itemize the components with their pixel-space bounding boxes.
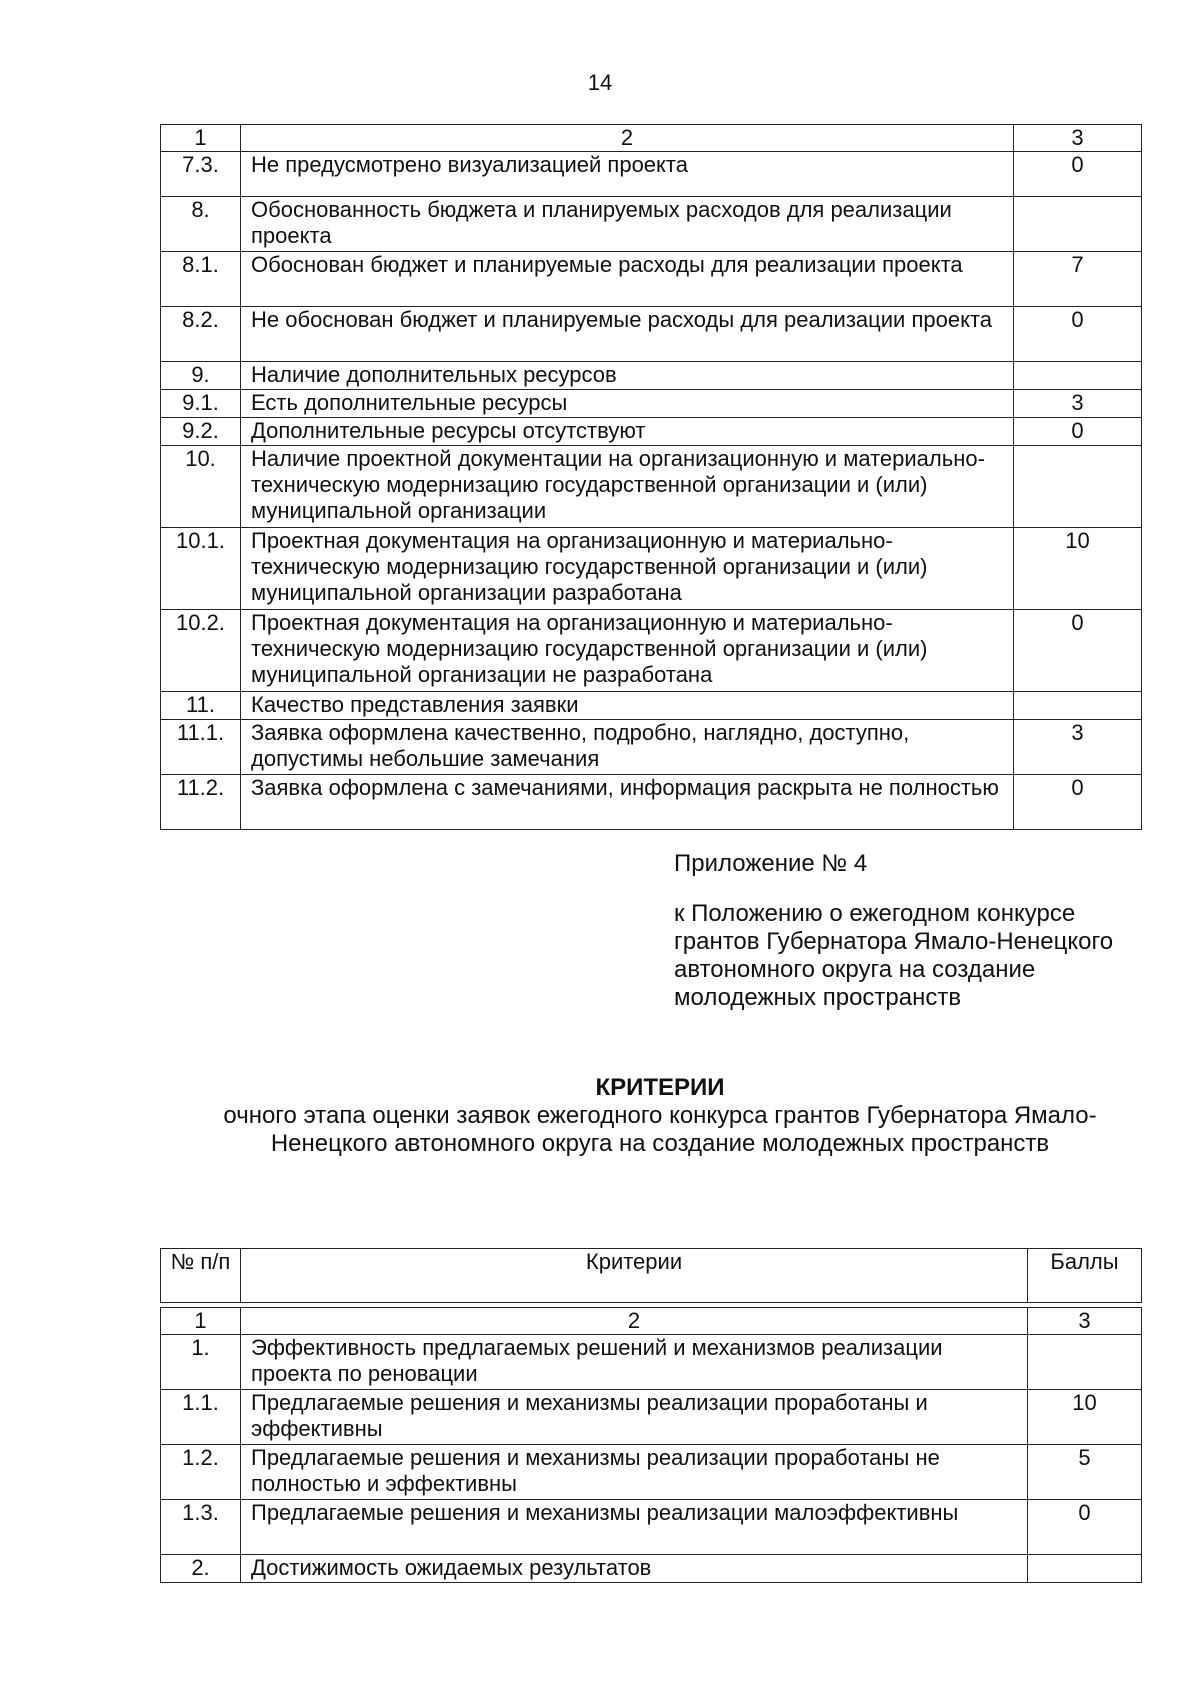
row-criterion: Заявка оформлена с замечаниями, информация раскрыта не полностью — [241, 775, 1014, 830]
table-row — [161, 252, 1142, 307]
row-criterion: Дополнительные ресурсы отсутствуют — [241, 418, 1014, 446]
table-row — [161, 610, 1142, 692]
row-criterion: Предлагаемые решения и механизмы реализации проработаны и эффективны — [241, 1390, 1028, 1445]
table-row — [161, 1555, 1142, 1583]
criteria-subtitle: очного этапа оценки заявок ежегодного конкурса грантов Губернатора Ямало-Ненецкого автономного округа на создание молодежных пространств — [223, 1102, 1097, 1157]
row-criterion: Не обоснован бюджет и планируемые расходы для реализации проекта — [241, 307, 1014, 362]
row-number: 9.1. — [161, 390, 241, 418]
row-number: 8. — [161, 197, 241, 252]
row-criterion: Проектная документация на организационную и материально-техническую модернизацию государственной организации и (или) муниципальной организации не разработана — [241, 610, 1014, 692]
row-number: 1.1. — [161, 1390, 241, 1445]
row-points — [1014, 692, 1142, 720]
row-number: 11.1. — [161, 720, 241, 775]
appendix-block — [674, 850, 1174, 1012]
column-header-criteria: Критерии — [241, 1249, 1028, 1303]
row-points: 3 — [1014, 390, 1142, 418]
criteria-title: КРИТЕРИИ — [595, 1074, 725, 1101]
table-row — [161, 720, 1142, 775]
criteria-table — [160, 1248, 1142, 1583]
row-points: 0 — [1028, 1500, 1142, 1555]
row-criterion: Проектная документация на организационную и материально-техническую модернизацию государственной организации и (или) муниципальной организации разработана — [241, 528, 1014, 610]
row-number: 9. — [161, 362, 241, 390]
table-row — [161, 775, 1142, 830]
row-criterion: Обоснованность бюджета и планируемых расходов для реализации проекта — [241, 197, 1014, 252]
table-row — [161, 528, 1142, 610]
table-row — [161, 446, 1142, 528]
row-criterion: Наличие проектной документации на организационную и материально-техническую модернизацию государственной организации и (или) муниципальной организации — [241, 446, 1014, 528]
row-number: 2. — [161, 1555, 241, 1583]
row-number: 1.3. — [161, 1500, 241, 1555]
criteria-table-continued — [160, 124, 1142, 830]
row-points: 0 — [1014, 775, 1142, 830]
row-points — [1014, 197, 1142, 252]
row-points: 3 — [1014, 720, 1142, 775]
criteria-heading — [200, 1074, 1120, 1158]
header-cell: 2 — [241, 125, 1014, 152]
row-number: 10.1. — [161, 528, 241, 610]
header-cell: 1 — [161, 1308, 241, 1335]
row-number: 10. — [161, 446, 241, 528]
header-cell: 3 — [1028, 1308, 1142, 1335]
row-criterion: Эффективность предлагаемых решений и механизмов реализации проекта по реновации — [241, 1335, 1028, 1390]
header-cell: 2 — [241, 1308, 1028, 1335]
table-row — [161, 307, 1142, 362]
row-criterion: Есть дополнительные ресурсы — [241, 390, 1014, 418]
appendix-number: Приложение № 4 — [674, 850, 868, 877]
row-points — [1014, 362, 1142, 390]
row-points: 10 — [1014, 528, 1142, 610]
table-row — [161, 1500, 1142, 1555]
row-points: 0 — [1014, 418, 1142, 446]
row-number: 1. — [161, 1335, 241, 1390]
row-number: 8.2. — [161, 307, 241, 362]
header-cell: 1 — [161, 125, 241, 152]
column-header-num: № п/п — [161, 1249, 241, 1303]
row-number: 11. — [161, 692, 241, 720]
appendix-reference: к Положению о ежегодном конкурсе грантов Губернатора Ямало-Ненецкого автономного округа на создание молодежных пространств — [674, 900, 1114, 1011]
table-column-header-row — [161, 1249, 1142, 1303]
row-criterion: Не предусмотрено визуализацией проекта — [241, 152, 1014, 197]
row-criterion: Обоснован бюджет и планируемые расходы для реализации проекта — [241, 252, 1014, 307]
row-number: 7.3. — [161, 152, 241, 197]
table-row — [161, 197, 1142, 252]
row-points — [1028, 1335, 1142, 1390]
table-row — [161, 692, 1142, 720]
header-cell: 3 — [1014, 125, 1142, 152]
table-header-row — [161, 1308, 1142, 1335]
column-header-points: Баллы — [1028, 1249, 1142, 1303]
page-number: 14 — [587, 70, 613, 95]
row-points: 0 — [1014, 610, 1142, 692]
row-number: 9.2. — [161, 418, 241, 446]
table-row — [161, 1445, 1142, 1500]
row-criterion: Предлагаемые решения и механизмы реализации проработаны не полностью и эффективны — [241, 1445, 1028, 1500]
row-points — [1014, 446, 1142, 528]
row-points: 7 — [1014, 252, 1142, 307]
row-number: 10.2. — [161, 610, 241, 692]
table-row — [161, 1390, 1142, 1445]
row-number: 8.1. — [161, 252, 241, 307]
row-criterion: Наличие дополнительных ресурсов — [241, 362, 1014, 390]
row-points: 0 — [1014, 152, 1142, 197]
row-number: 1.2. — [161, 1445, 241, 1500]
row-points: 0 — [1014, 307, 1142, 362]
table-header-row — [161, 125, 1142, 152]
row-points — [1028, 1555, 1142, 1583]
row-criterion: Предлагаемые решения и механизмы реализации малоэффективны — [241, 1500, 1028, 1555]
row-criterion: Достижимость ожидаемых результатов — [241, 1555, 1028, 1583]
row-criterion: Качество представления заявки — [241, 692, 1014, 720]
table-row — [161, 362, 1142, 390]
table-row — [161, 152, 1142, 197]
table-row — [161, 390, 1142, 418]
row-points: 5 — [1028, 1445, 1142, 1500]
row-criterion: Заявка оформлена качественно, подробно, наглядно, доступно, допустимы небольшие замечания — [241, 720, 1014, 775]
row-points: 10 — [1028, 1390, 1142, 1445]
row-number: 11.2. — [161, 775, 241, 830]
table-row — [161, 418, 1142, 446]
table-row — [161, 1335, 1142, 1390]
